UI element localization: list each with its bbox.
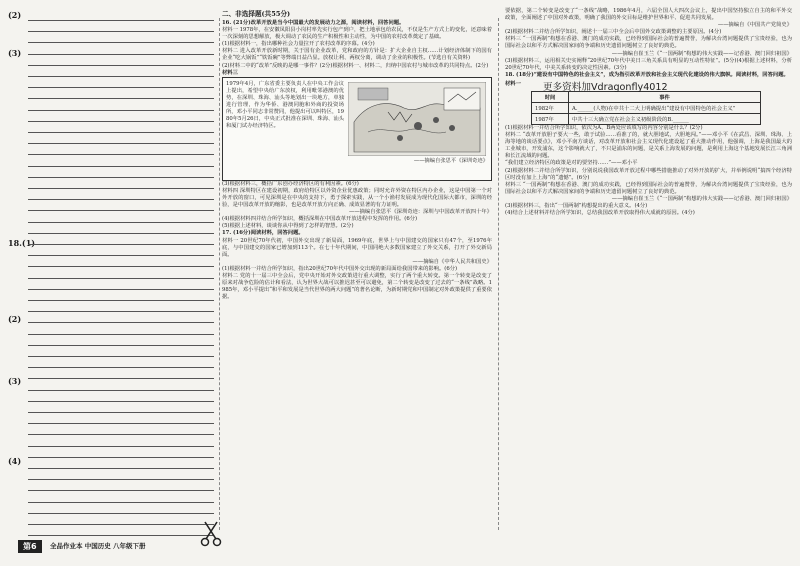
- q17-stem: 17. (16分)阅读材料，回答问题。: [222, 230, 304, 237]
- answer-line: [28, 54, 214, 55]
- answer-line: [28, 356, 214, 357]
- answer-column: [8, 8, 216, 538]
- answer-line: [28, 334, 214, 335]
- table-row: [532, 113, 761, 124]
- q16-stem: 16. (21分)改革开放是当今中国最大的发展动力之源，阅读材料，回答问题。: [222, 20, 405, 26]
- table-cell-year: 1987年: [532, 113, 569, 124]
- answer-line: [28, 199, 214, 200]
- q18-question-3: (3)根据材料三，指出“一国两制”构想提出的重大意义。(4分): [505, 202, 648, 209]
- answer-line: [28, 177, 214, 178]
- column-divider: [219, 18, 220, 530]
- q16-question-5: (5)根据上述材料，谈谈你从中得到了怎样的智慧。(2分): [222, 223, 354, 230]
- answer-label: (4): [8, 456, 22, 466]
- answer-line: [28, 31, 214, 32]
- right-column: [505, 8, 792, 538]
- page-number-badge: 第6: [18, 540, 42, 553]
- q16-material-4: 材料四 深圳特区在建设初期，政府给特区以外资企业优惠政策；同时允许外资在特区内办企业，这是中国第一个对外开放的窗口，可见深圳是在中央的支持下，勇于探索实践，从一个小渔村发展成为现代化国际大都市，深圳的经验，是中国改革开放的缩影，也是改革开放方向正确、成效显著的有力证明。: [222, 187, 492, 209]
- table-cell-event: A.______(人物)在中共十二大上明确提出“建设有中国特色的社会主义”: [569, 102, 761, 113]
- table-cell-year: 1982年: [532, 102, 569, 113]
- answer-line: [28, 378, 214, 379]
- q17-question-3-4: (3)根据材料三，运用相关史实阐释“20世纪70年代中美日三角关系具有明显的互动性特征”。(5分)(4)根据上述材料，分析20世纪70年代，中美关系转变的决定性因素。(3分): [505, 57, 792, 71]
- answer-line: [28, 513, 214, 514]
- answer-line: [28, 401, 214, 402]
- answer-line: [28, 457, 214, 458]
- answer-line: [28, 423, 214, 424]
- q18-material-2-quote: “我们建立经济特区的政策是对的要坚持……”——邓小平: [505, 160, 638, 167]
- answer-line: [28, 20, 214, 21]
- answer-line: [28, 311, 214, 312]
- material-3-box: [222, 77, 492, 181]
- q17-material-2: 材料二 党的十一届三中全会后，党中央开始对外交政策进行重大调整，实行了两个重大转变。第一个转变是改变了原来对战争危险的估计和看法，认为世界大战可以推迟甚至可以避免，第二个转变是改变了过去的“一条线”战略。1985年，邓小平提出“和平和发展是当代世界的两大问题”的著名论断，为新时期党和中国制定对外政策提供了重要依据。: [222, 272, 492, 301]
- answer-line: [28, 345, 214, 346]
- answer-line: [28, 65, 214, 66]
- watermark-ad-text: 更多资料加Vdragonfly4012: [543, 81, 668, 93]
- answer-line: [28, 479, 214, 480]
- q17-material-2-source: ——摘编自《中国共产党简史》: [717, 22, 792, 29]
- q17-question-2: (2)根据材料二并结合所学知识，阐述十一届三中全会后中国外交政策调整的主要原因。(4分): [505, 29, 722, 36]
- answer-line: [28, 289, 214, 290]
- answer-line: [28, 446, 214, 447]
- answer-line: [28, 233, 214, 234]
- section-title: 二、非选择题(共55分): [222, 10, 291, 18]
- q18-material-1-label: 材料一: [505, 80, 521, 87]
- q16-question-1: (1)根据材料一，指出哪种社会力量拉开了农村改革的序幕。(4分): [222, 41, 375, 48]
- answer-line: [28, 390, 214, 391]
- q17-material-3: 材料三 “一国两制”构想在香港、澳门的成功实践，已经得到国际社会的普遍赞誉，为解决台湾问题提供了宝贵经验，也为国际社会以和平方式解决国家间的争端和历史遗留问题树立了良好的典范。: [505, 36, 792, 50]
- q16-material-4-source: ——摘编自张思平《深圳奇迹：深圳与中国改革开放四十年》: [348, 209, 492, 216]
- q17-material-1-source: ——摘编自《中华人民共和国史》: [412, 258, 492, 265]
- answer-label: (2): [8, 314, 22, 324]
- answer-line: [28, 524, 214, 525]
- scissors-icon: [199, 520, 223, 548]
- material-1-row: [505, 79, 792, 91]
- answer-line: [28, 98, 214, 99]
- q17-material-1: 材料一 20世纪70年代初，中国外交出现了新局面，1969年底，世界上与中国建交的国家只有47个，至1976年底，与中国建交的国家已增加到113个。在七十年代期间，中国同绝大多数国家建立了外交关系，打开了外交新局面。: [222, 237, 492, 258]
- table-row: [532, 102, 761, 113]
- events-table: [531, 91, 761, 125]
- answer-label: (3): [8, 376, 22, 386]
- material-3-text: 1979年4月，广东省委主要负责人在中央工作会议上提出，希望中央给广东放权，利用毗邻港澳的优势，在深圳、珠海、汕头等地划出一块地方，单独进行管理，作为华侨、港澳同胞和外商的投资场所，邓小平同志非常赞同，他提出可以叫特区，1980年5月26日，中央正式批准在深圳、珠海、汕头和厦门试办经济特区。: [226, 80, 344, 130]
- answer-label: (2): [8, 10, 22, 20]
- answer-line: [28, 222, 214, 223]
- material-3-caption: ——摘编自张思平《深圳奇迹》: [413, 157, 488, 164]
- q17-question-1: (1)根据材料一并结合所学知识，指出20世纪70年代中国外交出现的新局面给我国带来的影响。(6分): [222, 265, 458, 272]
- answer-line: [28, 244, 214, 245]
- answer-line: [28, 154, 214, 155]
- table-header-row: [532, 91, 761, 102]
- answer-line: [28, 322, 214, 323]
- book-title: 全品作业本 中国历史 八年级下册: [50, 542, 146, 550]
- q18-question-4: (4)结合上述材料并结合所学知识，总结我国改革开放取得伟大成就的原因。(4分): [505, 210, 695, 217]
- q18-material-3-source: ——摘编自崔玉兰《“一国两制”构想的伟大实践——记香港、澳门回归祖国》: [611, 195, 792, 202]
- answer-line: [28, 266, 214, 267]
- guangdong-map-image: [348, 82, 486, 156]
- q16-material-3-label: 材料三: [222, 69, 238, 76]
- answer-line: [28, 367, 214, 368]
- middle-column: [222, 8, 492, 538]
- answer-label: (3): [8, 48, 22, 58]
- q17-material-2-continued: 要依据，第二个转变是改变了“一条线”战略，1986年4月，六届全国人大四次会议上，提出中国坚持独立自主的和平外交政策，全面阐述了中国对外政策，明确了我国的外交目标是维护世界和平、促进共同发展。: [505, 8, 792, 22]
- answer-line: [28, 412, 214, 413]
- answer-line: [28, 188, 214, 189]
- answer-line: [28, 87, 214, 88]
- q18-stem: 18. (18分)“建设有中国特色的社会主义”，成为指引改革开放和社会主义现代化建设的伟大旗帜。阅读材料，回答问题。: [505, 71, 789, 78]
- answer-line: [28, 255, 214, 256]
- answer-line: [28, 278, 214, 279]
- answer-line: [28, 76, 214, 77]
- material-3-box-wrap: [222, 77, 492, 181]
- answer-line: [28, 502, 214, 503]
- answer-line: [28, 210, 214, 211]
- answer-line: [28, 143, 214, 144]
- q18-question-2: (2)根据材料二并结合所学知识，分别说说我国改革开放过程中哪些措施推动了对外开放的扩大，并举例说明“搞四个经济特区时没有加上上海”的“遗憾”。(6分): [505, 167, 792, 181]
- q16-material-2: 材料二 进入改革开放新时期，关于国有企业改革，党和政府的方针是：扩大企业自主权……计划经济体制下的国有企业“吃大锅饭”“铁饭碗”等弊端日益凸显。放权让利、两权分离，调动了企业的积极性。(节选自有关资料): [222, 48, 492, 62]
- table-cell-event: 中共十三大确立党在社会主义初级阶段的B.______: [569, 113, 761, 124]
- answer-line: [28, 110, 214, 111]
- q16-question-3: (3)根据材料三，概括广东创办经济特区的有利因素。(6分): [222, 180, 359, 187]
- answer-line: [28, 490, 214, 491]
- answer-line: [28, 166, 214, 167]
- q18-material-3: 材料三 “一国两制”构想在香港、澳门的成功实践，已经得到国际社会的普遍赞誉，为解决台湾问题提供了宝贵经验，也为国际社会以和平方式解决国家间的争端和历史遗留问题树立了良好的典范。: [505, 181, 792, 195]
- column-divider: [498, 18, 499, 530]
- answer-line: [28, 300, 214, 301]
- answer-line: [28, 42, 214, 43]
- table-header-time: 时间: [532, 91, 569, 102]
- table-header-event: 事件: [569, 91, 761, 102]
- q16-question-4: (4)根据材料四并结合所学知识，概括深圳在中国改革开放进程中发挥的作用。(6分): [222, 216, 418, 223]
- q17-material-3-source: ——摘编自崔玉兰《“一国两制”构想的伟大实践——记香港、澳门回归祖国》: [611, 50, 792, 57]
- answer-line: [28, 468, 214, 469]
- q18-material-2: 材料二 “改革开放胆子要大一些，敢于试验……看准了的，就大胆地试，大胆地闯。”——邓小平《在武昌、深圳、珠海、上海等地的谈话要点》，邓小平南方谈话，对改革开放和社会主义现代化建设起了重大推动作用，他强调，上海是我国最大的工业城市，开发浦东，这个影响就大了，不只是浦东的问题，是关系上海发展的问题，是利用上海这个基地发展长江三角洲和长江流域的问题。: [505, 132, 792, 160]
- answer-line: [28, 434, 214, 435]
- answer-line: [28, 132, 214, 133]
- answer-line: [28, 121, 214, 122]
- q18-question-1: (1)根据材料一并结合所学知识，依次为A、B两处应该填写的内容分别是什么？(2分): [505, 124, 703, 131]
- q16-question-2: (2)材料二中的“改革”反映的是哪一事件？(2分)根据材料一、材料二，归纳中国农村与城市改革的共同特点。(2分): [222, 62, 489, 69]
- answer-label: 18.(1): [8, 238, 36, 248]
- answer-line: [28, 535, 214, 536]
- q16-material-1: 材料一 1978年，在安徽凤阳县小岗村率先实行包产到户，把土地承包给农民，不仅是生产方式上的变化，还意味着一次深刻的思想解放，极大调动了农民的生产积极性和主动性，为中国的农村改革奠定了基础。: [222, 27, 492, 41]
